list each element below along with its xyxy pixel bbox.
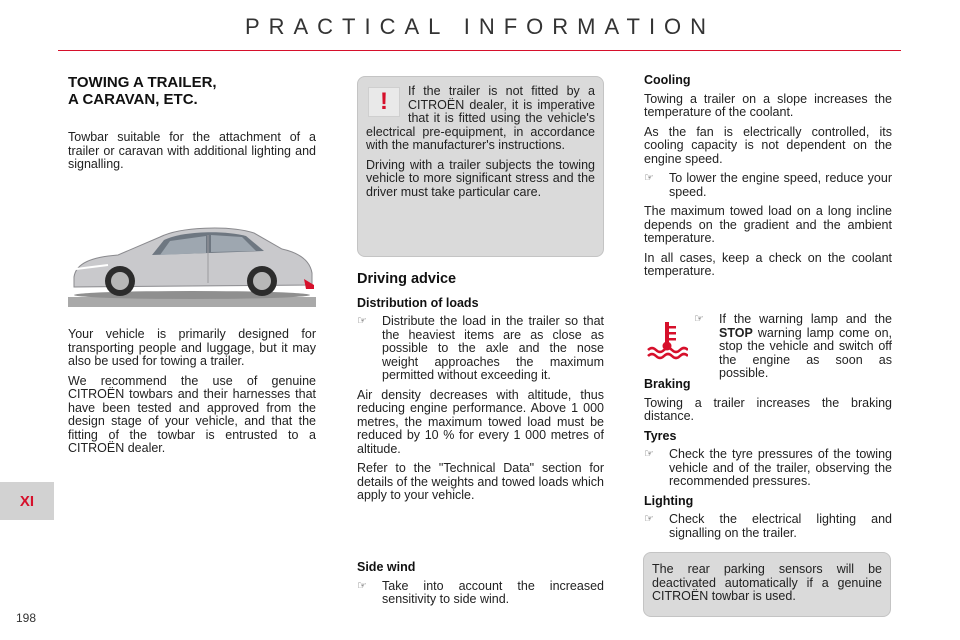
braking-title: Braking	[644, 377, 691, 391]
cooling-paragraph-1: Towing a trailer on a slope increases the temperature of the coolant.	[644, 91, 892, 119]
lighting-bullet	[644, 513, 892, 540]
warning-paragraph-2: Driving with a trailer subjects the towing vehicle to more significant stress and the driver must take particular care.	[366, 157, 595, 199]
chapter-tab: XI	[0, 482, 54, 520]
distribution-title: Distribution of loads	[357, 295, 479, 310]
warning-lamp-text-pre: If the warning lamp and the	[719, 312, 892, 326]
pointing-hand-icon: ☞	[644, 172, 654, 184]
coolant-temperature-icon	[646, 320, 688, 360]
page-number: 198	[16, 611, 37, 625]
intro-paragraph: Towbar suitable for the attachment of a trailer or caravan with additional lighting and signalling.	[68, 130, 316, 171]
warning-lamp-bullet	[694, 313, 892, 381]
stop-label: STOP	[719, 325, 753, 340]
distribution-bullet-text: Distribute the load in the trailer so that the heaviest items are as close as possible to the axle and the nose weight approaches the maximum permitted without exceeding it.	[382, 314, 604, 382]
driving-advice-block	[357, 273, 604, 509]
info-box-text: The rear parking sensors will be deactivated automatically if a genuine CITROËN towbar is used.	[652, 562, 882, 603]
side-wind-title: Side wind	[357, 560, 416, 574]
cooling-paragraph-3: The maximum towed load on a long incline depends on the gradient and the ambient temperature.	[644, 204, 892, 245]
cooling-bullet	[644, 172, 892, 199]
pointing-hand-icon: ☞	[644, 448, 654, 460]
header-divider	[58, 50, 901, 51]
left-body-block	[68, 328, 316, 462]
pointing-hand-icon: ☞	[644, 513, 654, 525]
side-wind-bullet-text: Take into account the increased sensitivity to side wind.	[382, 578, 604, 606]
lighting-bullet-text: Check the electrical lighting and signalling on the trailer.	[669, 512, 892, 540]
warning-lamp-block	[694, 313, 892, 387]
pointing-hand-icon: ☞	[694, 313, 704, 325]
body-paragraph-1: Your vehicle is primarily designed for transporting people and luggage, but it may also be used for towing a trailer.	[68, 327, 316, 368]
exclamation-icon: !	[368, 87, 400, 117]
cooling-title: Cooling	[644, 73, 691, 87]
cooling-bullet-text: To lower the engine speed, reduce your speed.	[669, 171, 892, 199]
info-box	[643, 552, 891, 617]
page-title: PRACTICAL INFORMATION	[244, 14, 716, 39]
tyres-bullet-text: Check the tyre pressures of the towing vehicle and of the trailer, observing the recommended pressures.	[669, 447, 892, 488]
car-illustration	[68, 215, 316, 307]
distribution-bullet	[357, 315, 604, 383]
warning-box	[357, 76, 604, 257]
tyres-title: Tyres	[644, 428, 677, 443]
section-title-line2: A CARAVAN, ETC.	[68, 91, 198, 108]
right-lower-block	[644, 378, 892, 546]
side-wind-bullet	[357, 580, 604, 607]
section-title	[68, 74, 316, 108]
section-title-line1: TOWING A TRAILER,	[68, 74, 217, 91]
braking-paragraph: Towing a trailer increases the braking distance.	[644, 395, 892, 423]
tyres-bullet	[644, 448, 892, 489]
driving-advice-title: Driving advice	[357, 271, 457, 287]
left-column	[68, 74, 316, 108]
cooling-block	[644, 74, 892, 285]
left-intro-block	[68, 131, 316, 178]
side-wind-block	[357, 561, 604, 613]
warning-lamp-text-post: warning lamp come on, stop the vehicle and switch off the engine as soon as possible.	[719, 325, 892, 380]
pointing-hand-icon: ☞	[357, 579, 367, 592]
warning-paragraph-1: If the trailer is not fitted by a CITROËN dealer, it is imperative that it is fitted using the vehicle's electrical pre-equipment, in accordance with the manufacturer's instructions.	[366, 84, 595, 152]
density-paragraph: Air density decreases with altitude, thus reducing engine performance. Above 1 000 metres, the maximum towed load must be reduced by 10 % for every 1 000 metres of altitude.	[357, 387, 604, 456]
cooling-paragraph-4: In all cases, keep a check on the coolant temperature.	[644, 250, 892, 278]
pointing-hand-icon: ☞	[357, 315, 367, 327]
body-paragraph-2: We recommend the use of genuine CITROËN towbars and their harnesses that have been tested and approved from the design stage of your vehicle, and that the fitting of the towbar is entrusted to a CITROËN dealer.	[68, 373, 316, 455]
refer-paragraph: Refer to the "Technical Data" section for details of the weights and towed loads which apply to your vehicle.	[357, 461, 604, 502]
lighting-title: Lighting	[644, 493, 694, 508]
cooling-paragraph-2: As the fan is electrically controlled, its cooling capacity is not dependent on the engine speed.	[644, 124, 892, 166]
